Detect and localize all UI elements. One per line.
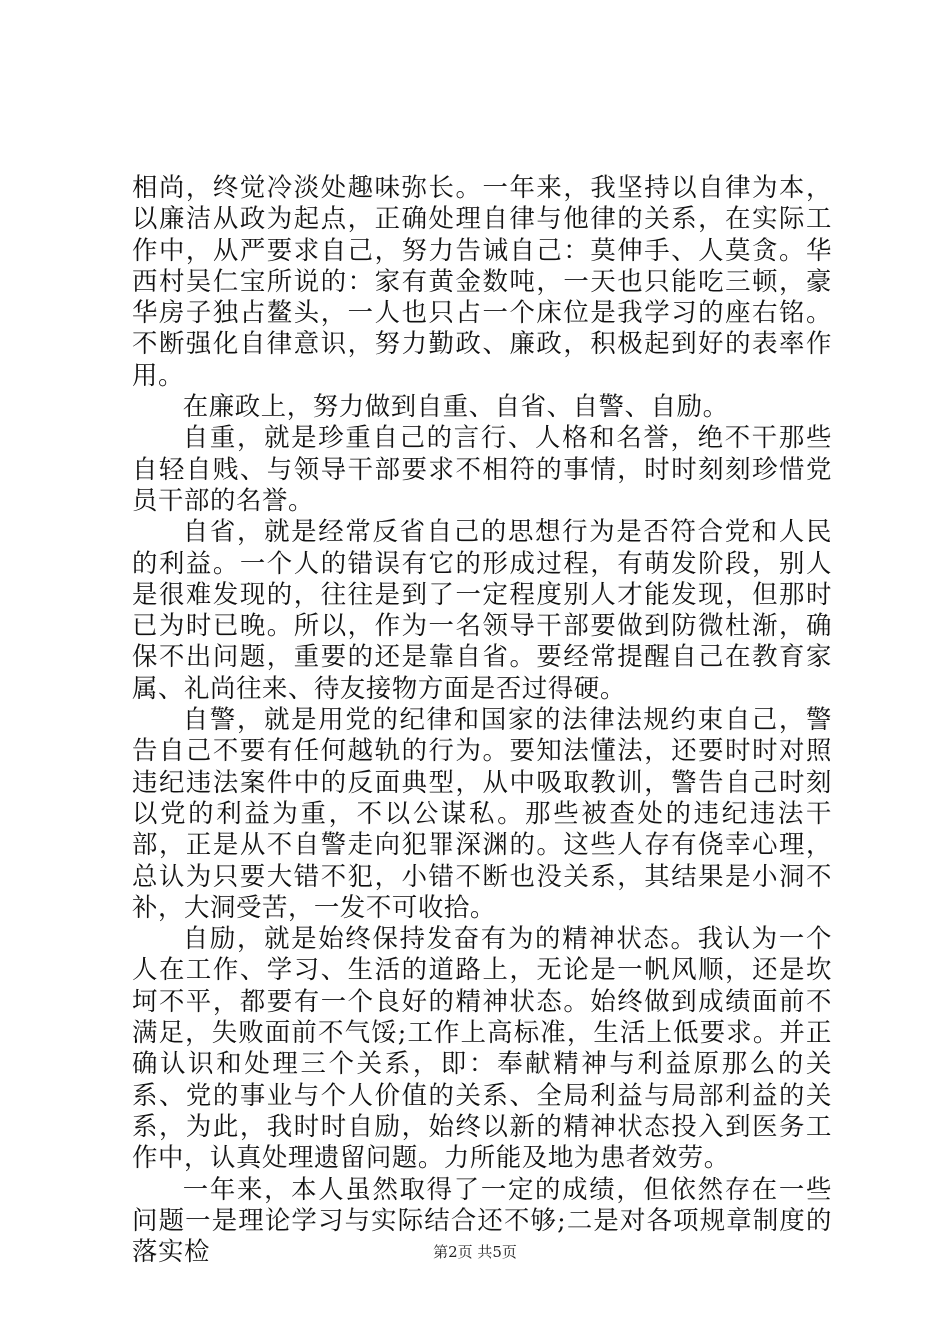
- paragraph-self-motivation: 自励，就是始终保持发奋有为的精神状态。我认为一个人在工作、学习、生活的道路上，无论是一帆风顺，还是坎坷不平，都要有一个良好的精神状态。始终做到成绩面前不满足，失败面前不气馁;工作上高标准，生活上低要求。并正确认识和处理三个关系，即：奉献精神与利益原那么的关系、党的事业与个人价值的关系、全局利益与局部利益的关系，为此，我时时自励，始终以新的精神状态投入到医务工作中，认真处理遗留问题。力所能及地为患者效劳。: [132, 923, 832, 1173]
- paragraph-self-respect: 自重，就是珍重自己的言行、人格和名誉，绝不干那些自轻自贱、与领导干部要求不相符的事情，时时刻刻珍惜党员干部的名誉。: [132, 422, 832, 515]
- document-body: [132, 172, 832, 1267]
- page-number-footer: 第2页 共5页: [433, 1243, 517, 1261]
- paragraph-continuation: 相尚，终觉冷淡处趣味弥长。一年来，我坚持以自律为本，以廉洁从政为起点，正确处理自律与他律的关系，在实际工作中，从严要求自己，努力告诫自己：莫伸手、人莫贪。华西村吴仁宝所说的：家有黄金数吨，一天也只能吃三顿，豪华房子独占鳌头，一人也只占一个床位是我学习的座右铭。不断强化自律意识，努力勤政、廉政，积极起到好的表率作用。: [132, 172, 832, 390]
- paragraph-self-reflection: 自省，就是经常反省自己的思想行为是否符合党和人民的利益。一个人的错误有它的形成过程，有萌发阶段，别人是很难发现的，往往是到了一定程度别人才能发现，但那时已为时已晚。所以，作为一名领导干部要做到防微杜渐，确保不出问题，重要的还是靠自省。要经常提醒自己在教育家属、礼尚往来、待友接物方面是否过得硬。: [132, 516, 832, 703]
- paragraph-self-warning: 自警，就是用党的纪律和国家的法律法规约束自己，警告自己不要有任何越轨的行为。要知法懂法，还要时时对照违纪违法案件中的反面典型，从中吸取教训，警告自己时刻以党的利益为重，不以公谋私。那些被查处的违纪违法干部，正是从不自警走向犯罪深渊的。这些人存有侥幸心理，总认为只要大错不犯，小错不断也没关系，其结果是小洞不补，大洞受苦，一发不可收拾。: [132, 704, 832, 922]
- paragraph-shortcomings: 一年来，本人虽然取得了一定的成绩，但依然存在一些问题一是理论学习与实际结合还不够;二是对各项规章制度的落实检: [132, 1173, 832, 1267]
- paragraph-integrity-principles: 在廉政上，努力做到自重、自省、自警、自励。: [182, 391, 729, 422]
